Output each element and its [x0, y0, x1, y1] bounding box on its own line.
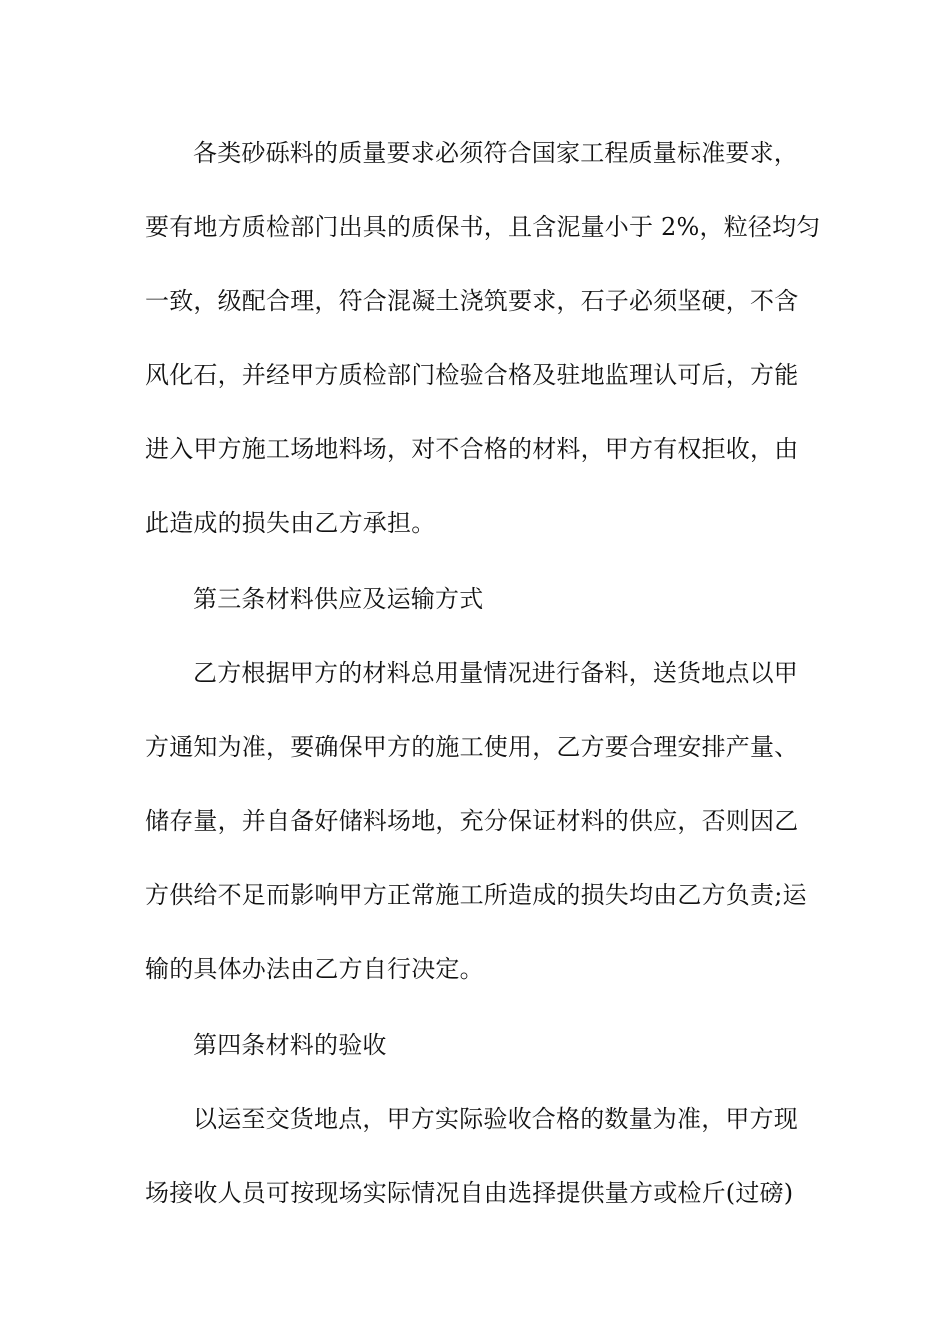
paragraph-line: 要有地方质检部门出具的质保书，且含泥量小于 2%，粒径均匀: [145, 213, 821, 241]
paragraph-line: 一致，级配合理，符合混凝土浇筑要求，石子必须坚硬，不含: [145, 287, 799, 315]
paragraph-line: 进入甲方施工场地料场，对不合格的材料，甲方有权拒收，由: [145, 435, 799, 463]
paragraph-line: 以运至交货地点，甲方实际验收合格的数量为准，甲方现: [193, 1105, 798, 1133]
section-heading: 第四条材料的验收: [193, 1031, 387, 1059]
paragraph-line: 输的具体办法由乙方自行决定。: [145, 955, 484, 983]
paragraph-line: 此造成的损失由乙方承担。: [145, 509, 436, 537]
paragraph-line: 储存量，并自备好储料场地，充分保证材料的供应，否则因乙: [145, 807, 799, 835]
section-heading: 第三条材料供应及运输方式: [193, 585, 484, 613]
paragraph-line: 乙方根据甲方的材料总用量情况进行备料，送货地点以甲: [193, 659, 798, 687]
paragraph-line: 风化石，并经甲方质检部门检验合格及驻地监理认可后，方能: [145, 361, 799, 389]
paragraph-line: 场接收人员可按现场实际情况自由选择提供量方或检斤(过磅): [145, 1179, 794, 1207]
paragraph-line: 方供给不足而影响甲方正常施工所造成的损失均由乙方负责;运: [145, 881, 807, 909]
paragraph-line: 各类砂砾料的质量要求必须符合国家工程质量标准要求，: [193, 139, 798, 167]
paragraph-line: 方通知为准，要确保甲方的施工使用，乙方要合理安排产量、: [145, 733, 799, 761]
